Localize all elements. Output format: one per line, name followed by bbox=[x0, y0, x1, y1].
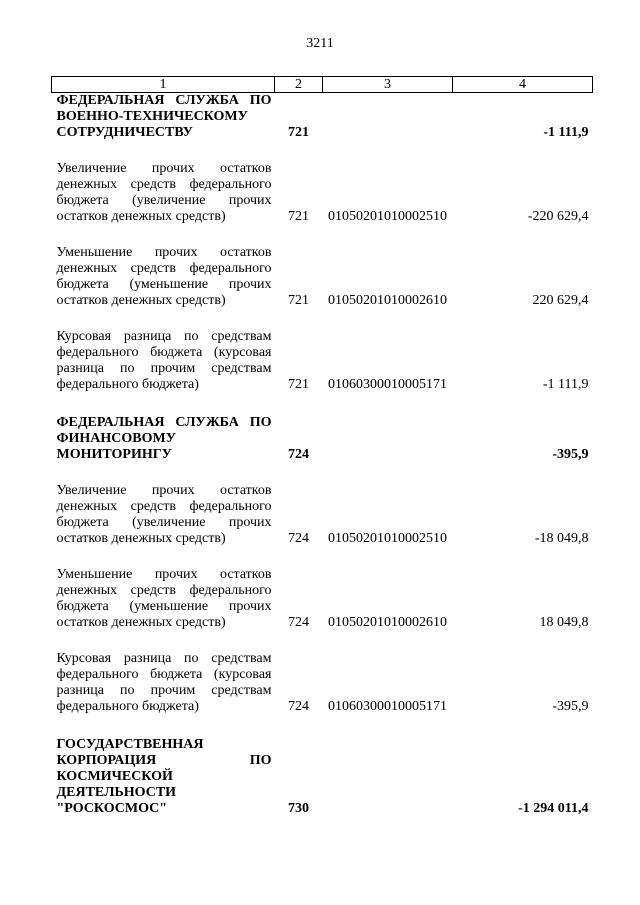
row-amount: -18 049,8 bbox=[534, 531, 589, 546]
row-description: Увеличение прочих остатков денежных средств федерального бюджета (увеличение прочих остатков денежных средств) bbox=[56, 483, 272, 546]
row-description: Уменьшение прочих остатков денежных средств федерального бюджета (уменьшение прочих остатков денежных средств) bbox=[56, 567, 272, 630]
row-amount: 220 629,4 bbox=[532, 293, 589, 308]
row-code: 721 bbox=[288, 293, 309, 308]
column-header-2: 2 bbox=[275, 77, 323, 93]
row-kbk: 01060300010005171 bbox=[328, 377, 447, 392]
page-number: 3211 bbox=[306, 36, 334, 51]
table-header bbox=[52, 77, 593, 93]
row-description: Курсовая разница по средствам федерального бюджета (курсовая разница по прочим средствам федерального бюджета) bbox=[56, 329, 272, 392]
table-row bbox=[52, 93, 593, 142]
row-kbk bbox=[323, 737, 453, 817]
row-code: 721 bbox=[288, 209, 309, 224]
row-description: Увеличение прочих остатков денежных средств федерального бюджета (увеличение прочих остатков денежных средств) bbox=[56, 161, 272, 224]
budget-table bbox=[51, 76, 593, 817]
table-row bbox=[52, 567, 593, 631]
table-row bbox=[52, 415, 593, 463]
row-description: ФЕДЕРАЛЬНАЯ СЛУЖБА ПО ФИНАНСОВОМУ МОНИТОРИНГУ bbox=[56, 415, 272, 462]
row-kbk: 01050201010002610 bbox=[328, 615, 447, 630]
table-row bbox=[52, 483, 593, 547]
row-kbk bbox=[323, 93, 453, 142]
row-code: 724 bbox=[288, 447, 309, 462]
row-description: ФЕДЕРАЛЬНАЯ СЛУЖБА ПО ВОЕННО-ТЕХНИЧЕСКОМУ СОТРУДНИЧЕСТВУ bbox=[56, 93, 272, 140]
table-row bbox=[52, 161, 593, 225]
row-description: Уменьшение прочих остатков денежных средств федерального бюджета (уменьшение прочих остатков денежных средств) bbox=[56, 245, 272, 308]
row-kbk: 01050201010002510 bbox=[328, 209, 447, 224]
row-code: 730 bbox=[288, 801, 309, 816]
table-body bbox=[52, 93, 593, 818]
column-header-1: 1 bbox=[52, 77, 275, 93]
row-kbk bbox=[323, 415, 453, 463]
row-description: Курсовая разница по средствам федерального бюджета (курсовая разница по прочим средствам федерального бюджета) bbox=[56, 651, 272, 714]
column-header-4: 4 bbox=[453, 77, 593, 93]
row-amount: -220 629,4 bbox=[527, 209, 589, 224]
row-amount: 18 049,8 bbox=[539, 615, 589, 630]
row-amount: -395,9 bbox=[552, 447, 589, 462]
column-header-3: 3 bbox=[323, 77, 453, 93]
table-row bbox=[52, 737, 593, 817]
row-code: 721 bbox=[288, 377, 309, 392]
row-code: 724 bbox=[288, 615, 309, 630]
row-code: 724 bbox=[288, 699, 309, 714]
row-amount: -1 111,9 bbox=[542, 377, 589, 392]
row-code: 721 bbox=[288, 125, 309, 140]
row-kbk: 01060300010005171 bbox=[328, 699, 447, 714]
row-amount: -1 111,9 bbox=[543, 125, 589, 140]
row-kbk: 01050201010002510 bbox=[328, 531, 447, 546]
row-amount: -395,9 bbox=[552, 699, 589, 714]
table-row bbox=[52, 651, 593, 715]
row-code: 724 bbox=[288, 531, 309, 546]
table-row bbox=[52, 245, 593, 309]
row-kbk: 01050201010002610 bbox=[328, 293, 447, 308]
row-amount: -1 294 011,4 bbox=[518, 801, 589, 816]
row-description: ГОСУДАРСТВЕННАЯ КОРПОРАЦИЯ ПО КОСМИЧЕСКОЙ ДЕЯТЕЛЬНОСТИ "РОСКОСМОС" bbox=[56, 737, 272, 816]
table-row bbox=[52, 329, 593, 393]
